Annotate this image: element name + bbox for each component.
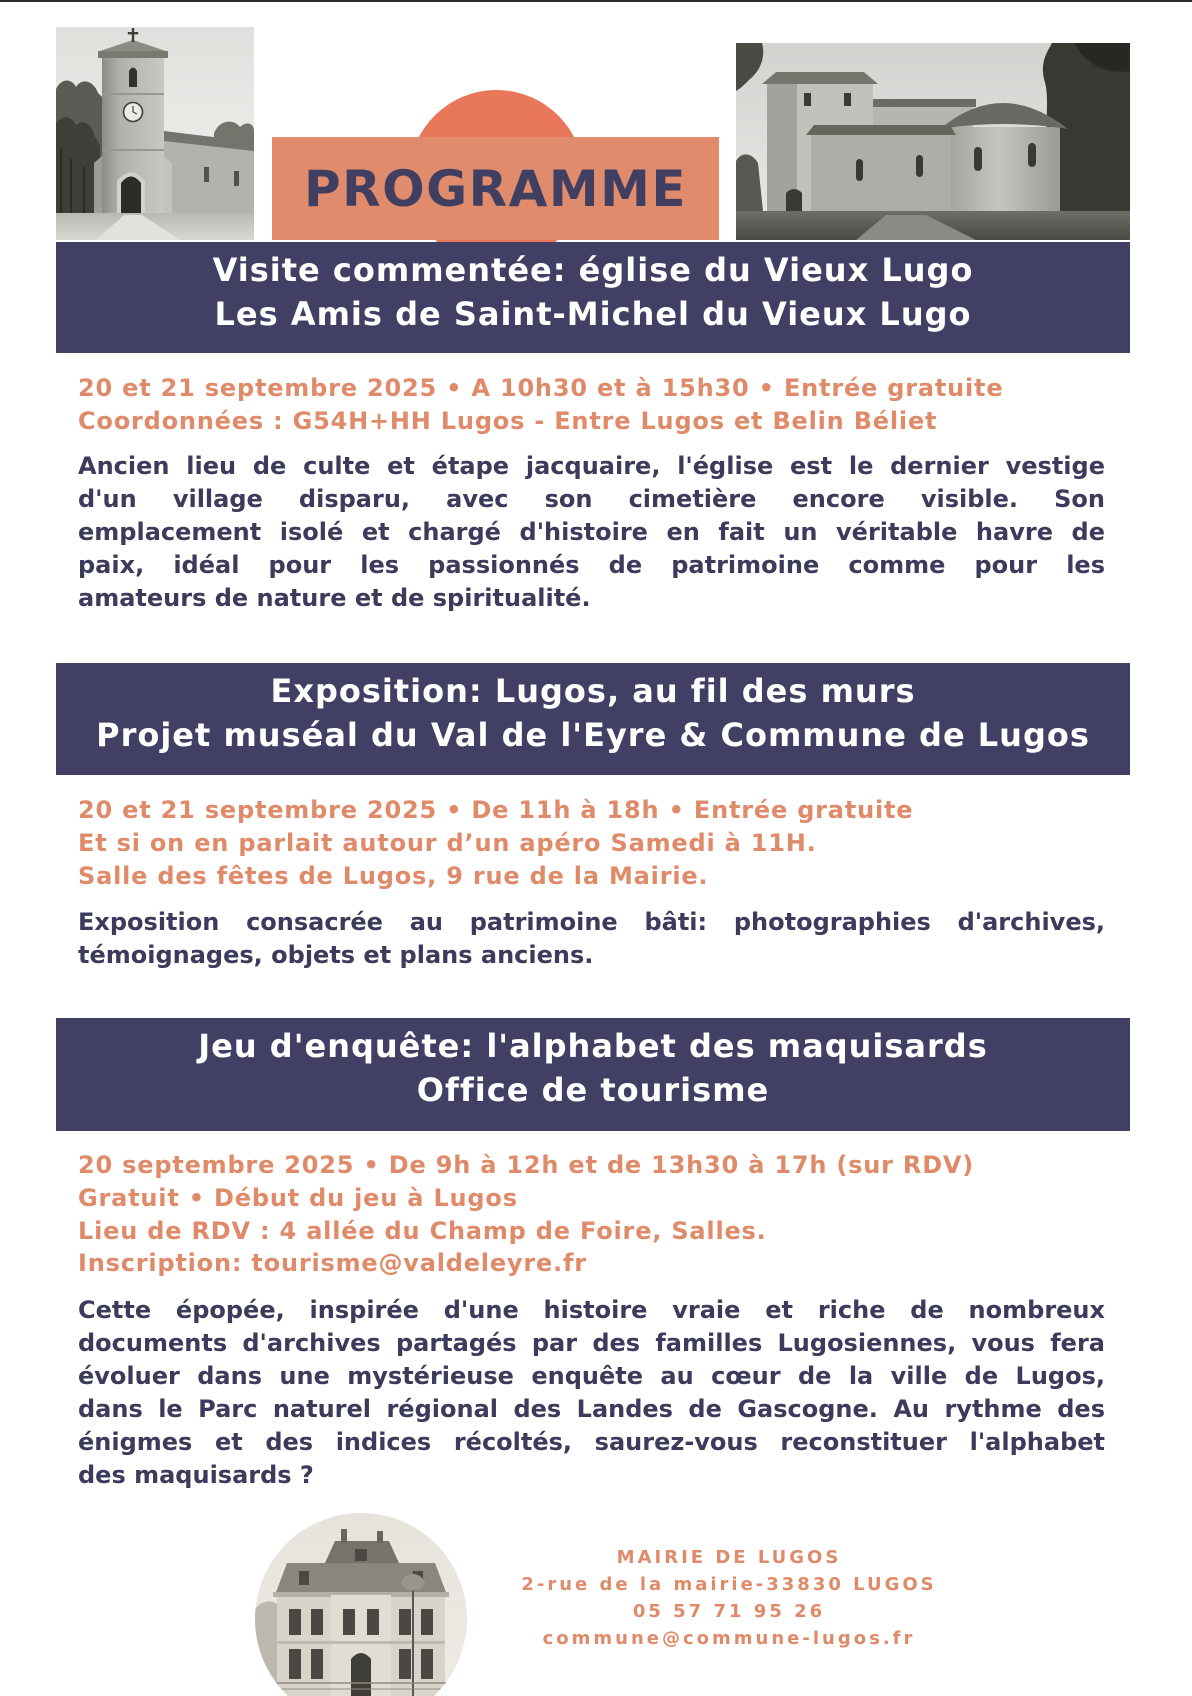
event-description-line: paix, idéal pour les passionnés de patrimoine comme pour les [78, 551, 1105, 579]
event-title: Exposition: Lugos, au fil des murs [270, 672, 916, 710]
event-description-line: Ancien lieu de culte et étape jacquaire, l'église est le dernier vestige [78, 452, 1105, 480]
event-info-line: 20 et 21 septembre 2025 • De 11h à 18h • Entrée gratuite [78, 796, 914, 824]
contact-address: 2-rue de la mairie-33830 LUGOS [521, 1574, 937, 1595]
contact-phone: 05 57 71 95 26 [632, 1601, 826, 1622]
event-description-line: documents d'archives partagés par des familles Lugosiennes, vous fera [78, 1329, 1105, 1357]
event-description-line: témoignages, objets et plans anciens. [78, 941, 594, 969]
event-title: Visite commentée: église du Vieux Lugo [212, 251, 974, 289]
event-header [56, 663, 1130, 775]
event-info-line: Inscription: tourisme@valdeleyre.fr [78, 1249, 587, 1278]
event-description-line: évoluer dans une mystérieuse enquête au cœur de la ville de Lugos, [78, 1362, 1105, 1390]
event-description-line: énigmes et des indices récoltés, saurez-vous reconstituer l'alphabet [78, 1428, 1105, 1456]
event-header [56, 1018, 1130, 1131]
event-info [78, 1149, 1108, 1280]
footer-contact [500, 1544, 958, 1652]
event-description-line: amateurs de nature et de spiritualité. [78, 584, 591, 612]
event-info-line: Coordonnées : G54H+HH Lugos - Entre Lugos et Belin Béliet [78, 406, 938, 435]
contact-name: MAIRIE DE LUGOS [616, 1547, 842, 1568]
event-info-line: 20 et 21 septembre 2025 • A 10h30 et à 15h30 • Entrée gratuite [78, 374, 1004, 402]
event-description-line: Cette épopée, inspirée d'une histoire vraie et riche de nombreux [78, 1296, 1105, 1324]
town-hall-photo [255, 1513, 467, 1696]
event-header [56, 242, 1130, 353]
event-title: Jeu d'enquête: l'alphabet des maquisards [198, 1027, 988, 1065]
event-organizer: Projet muséal du Val de l'Eyre & Commune de Lugos [96, 716, 1090, 754]
programme-banner [272, 137, 719, 240]
event-info-line: 20 septembre 2025 • De 9h à 12h et de 13h30 à 17h (sur RDV) [78, 1151, 975, 1179]
event-description-line: Exposition consacrée au patrimoine bâti: photographies d'archives, [78, 908, 1105, 936]
contact-email: commune@commune-lugos.fr [542, 1628, 916, 1649]
event-description-line: emplacement isolé et chargé d'histoire en fait un véritable havre de [78, 518, 1105, 546]
event-info-line: Lieu de RDV : 4 allée du Champ de Foire, Salles. [78, 1216, 767, 1245]
event-organizer: Office de tourisme [416, 1071, 770, 1109]
event-info-line: Et si on en parlait autour d’un apéro Samedi à 11H. [78, 828, 817, 857]
event-info-line: Gratuit • Début du jeu à Lugos [78, 1183, 518, 1212]
event-organizer: Les Amis de Saint-Michel du Vieux Lugo [214, 295, 972, 333]
top-border [0, 0, 1192, 2]
programme-title: PROGRAMME [303, 159, 688, 218]
event-description [78, 450, 1105, 615]
event-description [78, 906, 1105, 972]
event-info [78, 372, 1108, 438]
event-info-line: Salle des fêtes de Lugos, 9 rue de la Mairie. [78, 861, 709, 890]
church-photo [736, 43, 1130, 240]
event-description-line: d'un village disparu, avec son cimetière encore visible. Son [78, 485, 1105, 513]
event-description-line: des maquisards ? [78, 1461, 314, 1489]
event-description [78, 1294, 1105, 1492]
church-tower-photo [56, 27, 254, 240]
event-description-line: dans le Parc naturel régional des Landes de Gascogne. Au rythme des [78, 1395, 1105, 1423]
event-info [78, 794, 1108, 892]
